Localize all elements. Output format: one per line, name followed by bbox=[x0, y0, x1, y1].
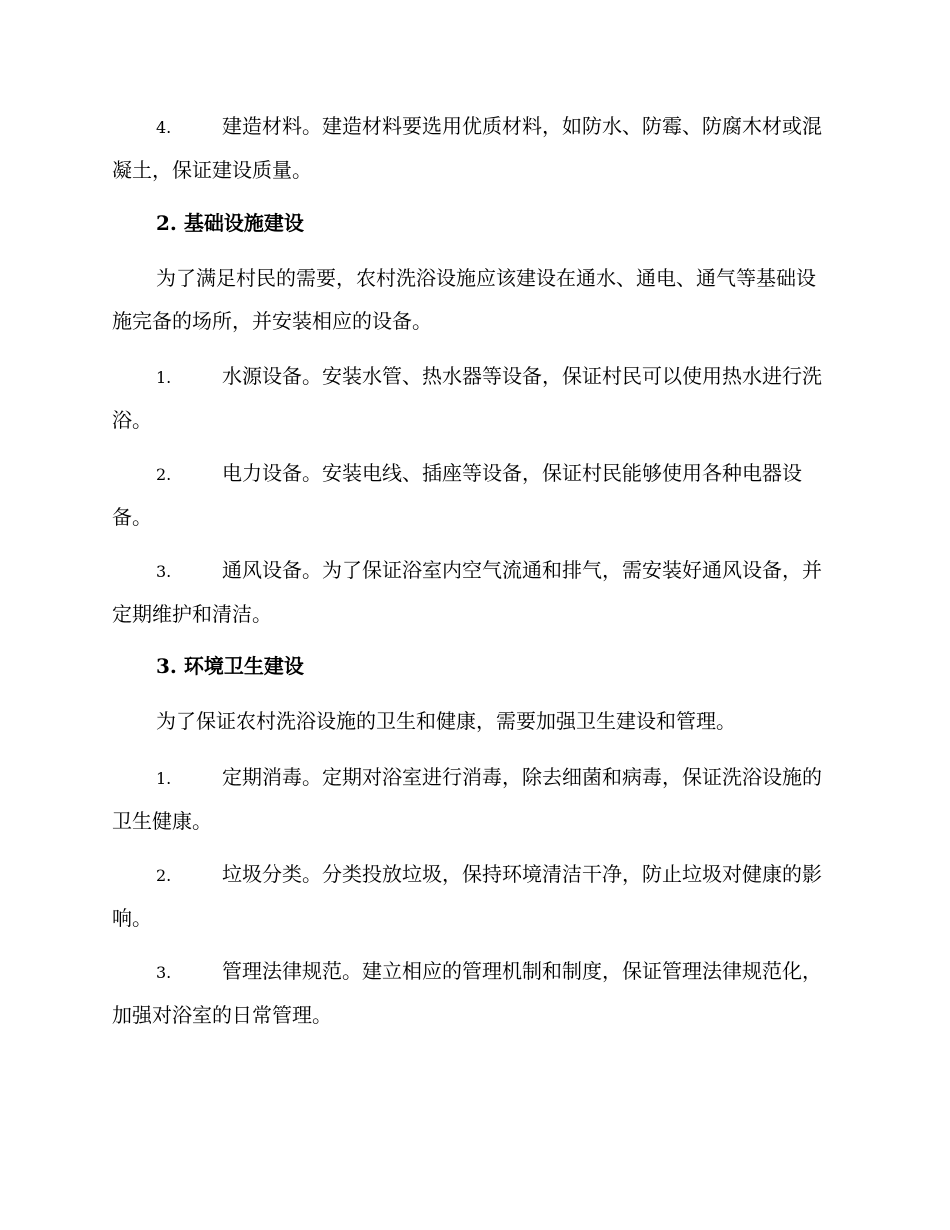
list-item-waste-sorting bbox=[112, 853, 834, 940]
paragraph-hygiene: 为了保证农村洗浴设施的卫生和健康，需要加强卫生建设和管理。 bbox=[156, 709, 736, 733]
list-item-materials bbox=[112, 105, 834, 192]
list-text: 水源设备。安装水管、热水器等设备，保证村民可以使用热水进行洗浴。 bbox=[112, 364, 822, 432]
list-text: 垃圾分类。分类投放垃圾，保持环境清洁干净，防止垃圾对健康的影响。 bbox=[112, 862, 822, 930]
list-text: 建造材料。建造材料要选用优质材料，如防水、防霉、防腐木材或混凝土，保证建设质量。 bbox=[112, 114, 822, 182]
list-item-disinfection bbox=[112, 756, 834, 843]
list-number: 1. bbox=[156, 769, 172, 788]
list-item-water bbox=[112, 355, 834, 442]
section-heading-infrastructure: 2. 基础设施建设 bbox=[156, 211, 304, 235]
list-text: 通风设备。为了保证浴室内空气流通和排气，需安装好通风设备，并定期维护和清洁。 bbox=[112, 558, 822, 626]
list-text: 管理法律规范。建立相应的管理机制和制度，保证管理法律规范化，加强对浴室的日常管理。 bbox=[112, 959, 822, 1027]
list-item-management bbox=[112, 950, 834, 1037]
list-number: 1. bbox=[156, 368, 172, 387]
list-number: 3. bbox=[156, 963, 172, 982]
list-number: 2. bbox=[156, 866, 172, 885]
list-number: 3. bbox=[156, 562, 172, 581]
list-item-power bbox=[112, 452, 834, 539]
paragraph-infrastructure: 为了满足村民的需要，农村洗浴设施应该建设在通水、通电、通气等基础设施完备的场所，并安装相应的设备。 bbox=[112, 266, 816, 333]
list-item-ventilation bbox=[112, 549, 834, 636]
list-number: 4. bbox=[156, 118, 172, 137]
list-text: 电力设备。安装电线、插座等设备，保证村民能够使用各种电器设备。 bbox=[112, 461, 802, 529]
list-number: 2. bbox=[156, 465, 172, 484]
section-heading-hygiene: 3. 环境卫生建设 bbox=[156, 654, 304, 678]
list-text: 定期消毒。定期对浴室进行消毒，除去细菌和病毒，保证洗浴设施的卫生健康。 bbox=[112, 765, 822, 833]
